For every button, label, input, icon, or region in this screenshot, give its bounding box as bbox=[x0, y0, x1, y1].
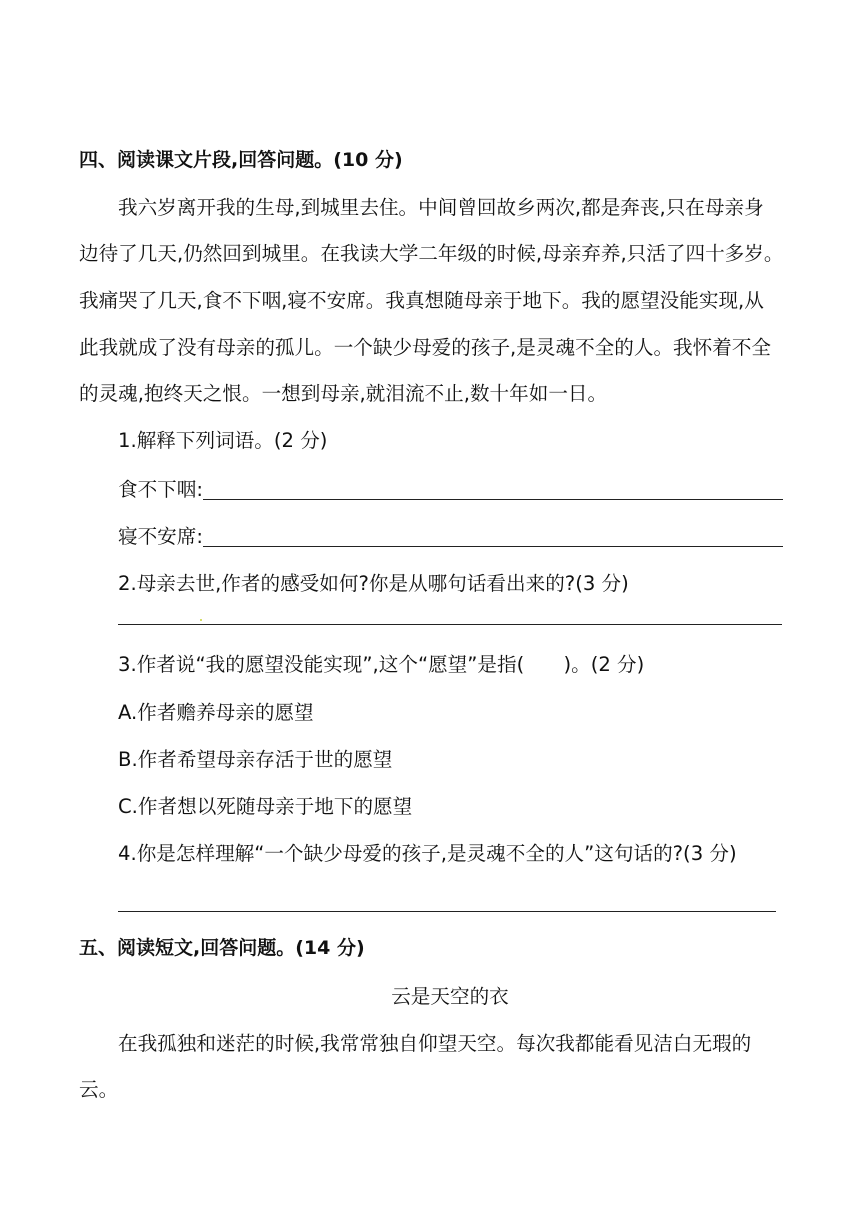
passage-line-2: 边待了几天,仍然回到城里。在我读大学二年级的时候,母亲弃养,只活了四十多岁。 bbox=[79, 242, 784, 265]
article-line-1: 在我孤独和迷茫的时候,我常常独自仰望天空。每次我都能看见洁白无瑕的 bbox=[118, 1032, 752, 1055]
term-1-answer-blank[interactable] bbox=[203, 479, 783, 500]
passage-line-4: 此我就成了没有母亲的孤儿。一个缺少母爱的孩子,是灵魂不全的人。我怀着不全 bbox=[79, 336, 772, 359]
section-5-heading: 五、阅读短文,回答问题。(14 分) bbox=[79, 937, 365, 959]
section-4-heading: 四、阅读课文片段,回答问题。(10 分) bbox=[79, 149, 403, 171]
option-c: C.作者想以死随母亲于地下的愿望 bbox=[118, 795, 413, 818]
passage-line-3: 我痛哭了几天,食不下咽,寝不安席。我真想随母亲于地下。我的愿望没能实现,从 bbox=[79, 289, 764, 312]
question-3: 3.作者说“我的愿望没能实现”,这个“愿望”是指( )。(2 分) bbox=[118, 653, 645, 676]
term-2-answer-blank[interactable] bbox=[203, 526, 783, 547]
question-4: 4.你是怎样理解“一个缺少母爱的孩子,是灵魂不全的人”这句话的?(3 分) bbox=[118, 842, 737, 865]
article-title: 云是天空的衣 bbox=[391, 985, 509, 1008]
passage-line-5: 的灵魂,抱终天之恨。一想到母亲,就泪流不止,数十年如一日。 bbox=[79, 382, 608, 405]
option-b: B.作者希望母亲存活于世的愿望 bbox=[118, 748, 393, 771]
question-4-answer-line[interactable] bbox=[118, 911, 776, 912]
option-a: A.作者赡养母亲的愿望 bbox=[118, 701, 314, 724]
passage-line-1: 我六岁离开我的生母,到城里去住。中间曾回故乡两次,都是奔丧,只在母亲身 bbox=[118, 196, 764, 219]
term-2-label: 寝不安席: bbox=[118, 525, 203, 548]
question-2-answer-line[interactable] bbox=[118, 624, 782, 625]
term-2-row bbox=[118, 524, 783, 550]
term-1-row bbox=[118, 477, 783, 503]
stray-mark bbox=[200, 619, 202, 621]
question-2: 2.母亲去世,作者的感受如何?你是从哪句话看出来的?(3 分) bbox=[118, 572, 629, 595]
question-1: 1.解释下列词语。(2 分) bbox=[118, 429, 328, 452]
article-line-2: 云。 bbox=[79, 1078, 119, 1101]
term-1-label: 食不下咽: bbox=[118, 478, 203, 501]
